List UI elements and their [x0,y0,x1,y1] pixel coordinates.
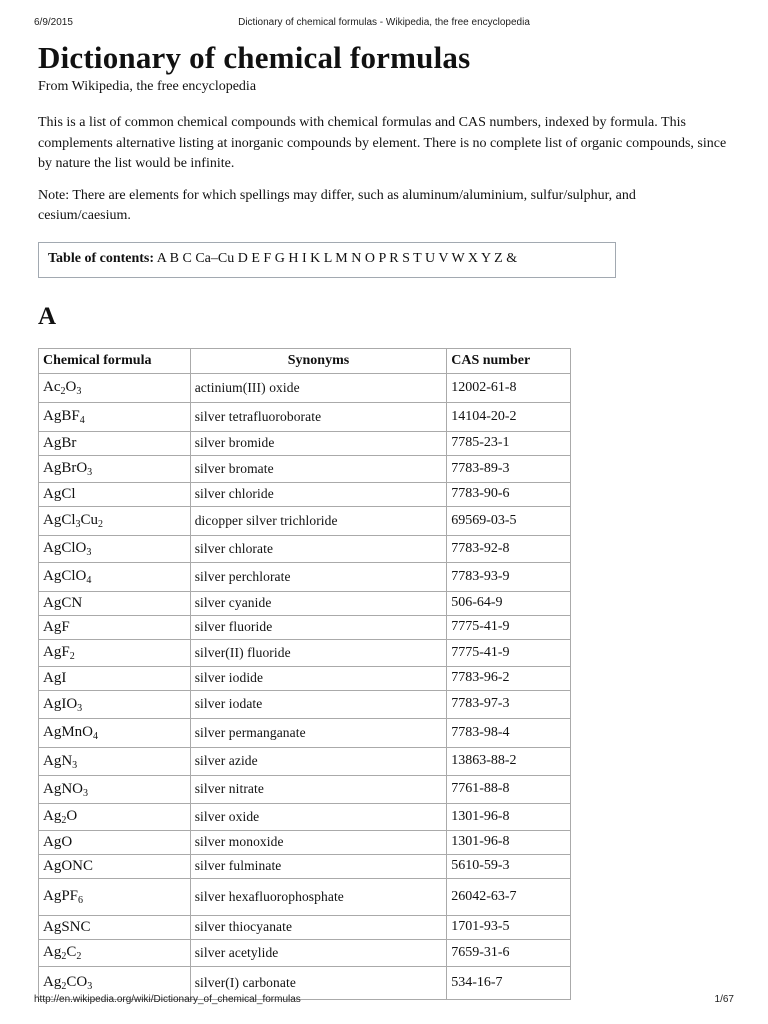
formula-part: AgBr [43,434,77,451]
formula-subscript: 6 [78,895,84,906]
table-row [39,535,571,562]
formula-subscript: 4 [86,575,92,586]
toc-link[interactable]: S [402,250,410,266]
toc-link[interactable]: N [351,250,362,266]
toc-link[interactable]: O [364,250,375,266]
cas-number-cell: 7761-88-8 [447,775,571,803]
cas-number-cell: 7783-93-9 [447,562,571,591]
formula-part: AgCN [43,594,83,611]
toc-link[interactable]: Ca–Cu [195,250,235,266]
table-row [39,482,571,506]
formula-subscript: 2 [98,519,104,530]
formula-subscript: 2 [61,951,67,962]
table-row [39,854,571,878]
toc-link[interactable]: M [335,250,348,266]
formula-part: AgBF [43,408,80,424]
synonym-cell: silver tetrafluoroborate [190,402,447,431]
formula-part: AgI [43,669,67,686]
table-row [39,803,571,830]
synonym-cell: silver fulminate [190,854,447,878]
toc-link[interactable]: F [263,250,272,266]
synonym-cell: silver nitrate [190,775,447,803]
formula-part: O [66,808,78,824]
table-row [39,747,571,775]
table-row [39,775,571,803]
synonym-cell: silver iodate [190,690,447,718]
toc-link[interactable]: W [451,250,465,266]
formula-subscript: 2 [60,386,66,397]
cas-number-cell: 7785-23-1 [447,431,571,455]
toc-link[interactable]: L [323,250,332,266]
cas-number-cell: 7659-31-6 [447,939,571,966]
chemical-formula-cell [39,830,191,854]
formula-part: C [66,944,77,960]
cas-number-cell: 534-16-7 [447,966,571,999]
column-header-synonyms: Synonyms [190,348,447,373]
formula-part: AgBrO [43,460,88,476]
formula-subscript: 4 [79,415,85,426]
formula-part: Cu [80,512,99,528]
cas-number-cell: 13863-88-2 [447,747,571,775]
column-header-cas: CAS number [447,348,571,373]
chemical-formula-cell [39,718,191,747]
cas-number-cell: 7783-98-4 [447,718,571,747]
cas-number-cell: 12002-61-8 [447,373,571,402]
chemical-formula-cell [39,562,191,591]
formula-part: AgClO [43,540,87,556]
toc-link[interactable]: Z [494,250,503,266]
toc-link[interactable]: U [424,250,436,266]
toc-link[interactable]: I [301,250,307,266]
toc-link[interactable]: & [506,250,518,266]
column-header-formula: Chemical formula [39,348,191,373]
chemical-formula-cell [39,666,191,690]
synonym-cell: silver permanganate [190,718,447,747]
section-heading: A [38,302,57,330]
formula-part: AgCl [43,512,76,528]
note-paragraph: Note: There are elements for which spellings may differ, such as aluminum/aluminium, sulfur/sulphur, and cesium/caesium. [38,187,636,223]
chemical-formula-cell [39,690,191,718]
page-title: Dictionary of chemical formulas [38,40,471,75]
formula-subscript: 2 [61,981,67,992]
formula-part: Ac [43,379,61,395]
cas-number-cell: 1301-96-8 [447,830,571,854]
formula-part: AgSNC [43,918,91,935]
formula-subscript: 3 [86,547,92,558]
synonym-cell: silver fluoride [190,615,447,639]
formula-part: AgClO [43,568,87,584]
table-row [39,562,571,591]
table-row [39,591,571,615]
toc-label: Table of contents: [48,250,155,266]
toc-link[interactable]: T [413,250,422,266]
chemical-formula-cell [39,455,191,482]
tagline: From Wikipedia, the free encyclopedia [38,79,257,94]
formula-part: AgMnO [43,724,94,740]
formula-subscript: 3 [76,386,82,397]
toc-links [157,251,517,266]
chemical-formula-cell [39,506,191,535]
table-row [39,506,571,535]
chemical-formula-cell [39,402,191,431]
formula-part: AgCl [43,485,76,502]
table-row [39,830,571,854]
chemical-formula-cell [39,747,191,775]
print-page-title: Dictionary of chemical formulas - Wikipedia, the free encyclopedia [238,17,530,28]
synonym-cell: silver bromide [190,431,447,455]
table-row [39,431,571,455]
synonym-cell: silver iodide [190,666,447,690]
chemical-formula-cell [39,854,191,878]
chemical-formula-cell [39,878,191,915]
synonym-cell: silver oxide [190,803,447,830]
table-row [39,615,571,639]
table-row [39,939,571,966]
synonym-cell: silver chlorate [190,535,447,562]
cas-number-cell: 7783-92-8 [447,535,571,562]
synonym-cell: silver chloride [190,482,447,506]
toc-link[interactable]: G [274,250,285,266]
formula-part: Ag [43,808,62,824]
cas-number-cell: 26042-63-7 [447,878,571,915]
synonym-cell: silver bromate [190,455,447,482]
print-url: http://en.wikipedia.org/wiki/Dictionary_of_chemical_formulas [34,994,301,1005]
formula-part: O [65,379,77,395]
toc-link[interactable]: C [182,250,192,266]
synonym-cell: silver azide [190,747,447,775]
cas-number-cell: 14104-20-2 [447,402,571,431]
cas-number-cell: 7775-41-9 [447,615,571,639]
formula-part: AgNO [43,780,83,797]
formula-part: AgONC [43,857,94,874]
cas-number-cell: 7783-89-3 [447,455,571,482]
toc-link[interactable]: P [378,250,386,266]
chemical-formula-cell [39,775,191,803]
formula-part: AgIO [43,695,78,712]
print-page-number: 1/67 [714,994,734,1005]
formula-part: Ag [43,944,62,960]
formula-subscript: 2 [76,951,82,962]
chemical-formula-cell [39,639,191,666]
cas-number-cell: 1701-93-5 [447,915,571,939]
toc-link[interactable]: B [169,250,179,266]
formula-subscript: 3 [77,702,83,714]
chemical-formula-cell [39,431,191,455]
cas-number-cell: 1301-96-8 [447,803,571,830]
toc-link[interactable]: A [156,250,167,266]
synonym-cell: silver perchlorate [190,562,447,591]
table-row [39,666,571,690]
toc-link[interactable]: K [310,250,321,266]
synonym-cell: silver monoxide [190,830,447,854]
cas-number-cell: 7783-90-6 [447,482,571,506]
formula-part: AgF [43,644,70,660]
formula-part: AgO [43,833,73,850]
table-row [39,878,571,915]
formula-part: CO [66,974,88,990]
synonym-cell: dicopper silver trichloride [190,506,447,535]
formula-part: AgPF [43,888,79,904]
chemical-formula-cell [39,615,191,639]
synonym-cell: silver cyanide [190,591,447,615]
chemical-formula-cell [39,373,191,402]
cas-number-cell: 69569-03-5 [447,506,571,535]
chemical-formula-cell [39,591,191,615]
formula-subscript: 3 [75,519,81,530]
chemical-formula-cell [39,803,191,830]
article-content [38,38,728,1000]
chemical-formula-cell [39,482,191,506]
formula-subscript: 3 [87,981,93,992]
table-header-row [39,348,571,373]
synonym-cell: actinium(III) oxide [190,373,447,402]
cas-number-cell: 506-64-9 [447,591,571,615]
synonym-cell: silver(II) fluoride [190,639,447,666]
formula-subscript: 4 [93,731,99,742]
table-row [39,690,571,718]
table-row [39,455,571,482]
toc-link[interactable]: R [389,250,399,266]
table-row [39,915,571,939]
intro-paragraph: This is a list of common chemical compounds with chemical formulas and CAS numbers, indexed by formula. This complements alternative listing at inorganic compounds by element. There is no complete list of organic compounds, since by nature the list would be infinite. [38,115,727,171]
chemical-formulas-table [38,348,571,1000]
chemical-formula-cell [39,535,191,562]
table-of-contents [38,242,616,278]
synonym-cell: silver hexafluorophosphate [190,878,447,915]
formula-subscript: 3 [87,467,93,478]
table-row [39,639,571,666]
toc-link[interactable]: X [467,250,479,266]
cas-number-cell: 7775-41-9 [447,639,571,666]
cas-number-cell: 7783-96-2 [447,666,571,690]
formula-part: AgF [43,618,70,635]
print-header [0,0,768,26]
toc-link[interactable]: Y [481,250,491,266]
print-footer [0,994,768,1014]
synonym-cell: silver(I) carbonate [190,966,447,999]
formula-subscript: 3 [72,759,78,771]
table-row [39,718,571,747]
chemical-formula-cell [39,939,191,966]
print-date: 6/9/2015 [34,17,73,28]
chemical-formula-cell [39,915,191,939]
toc-link[interactable]: D [237,250,248,266]
formula-part: Ag [43,974,62,990]
formula-subscript: 2 [69,651,75,662]
table-row [39,373,571,402]
synonym-cell: silver acetylide [190,939,447,966]
synonym-cell: silver thiocyanate [190,915,447,939]
toc-link[interactable]: H [288,250,299,266]
formula-subscript: 2 [61,815,67,826]
table-row [39,402,571,431]
formula-subscript: 3 [83,787,88,799]
toc-link[interactable]: V [438,250,449,266]
cas-number-cell: 5610-59-3 [447,854,571,878]
formula-part: AgN [43,752,73,769]
toc-link[interactable]: E [251,250,260,266]
cas-number-cell: 7783-97-3 [447,690,571,718]
